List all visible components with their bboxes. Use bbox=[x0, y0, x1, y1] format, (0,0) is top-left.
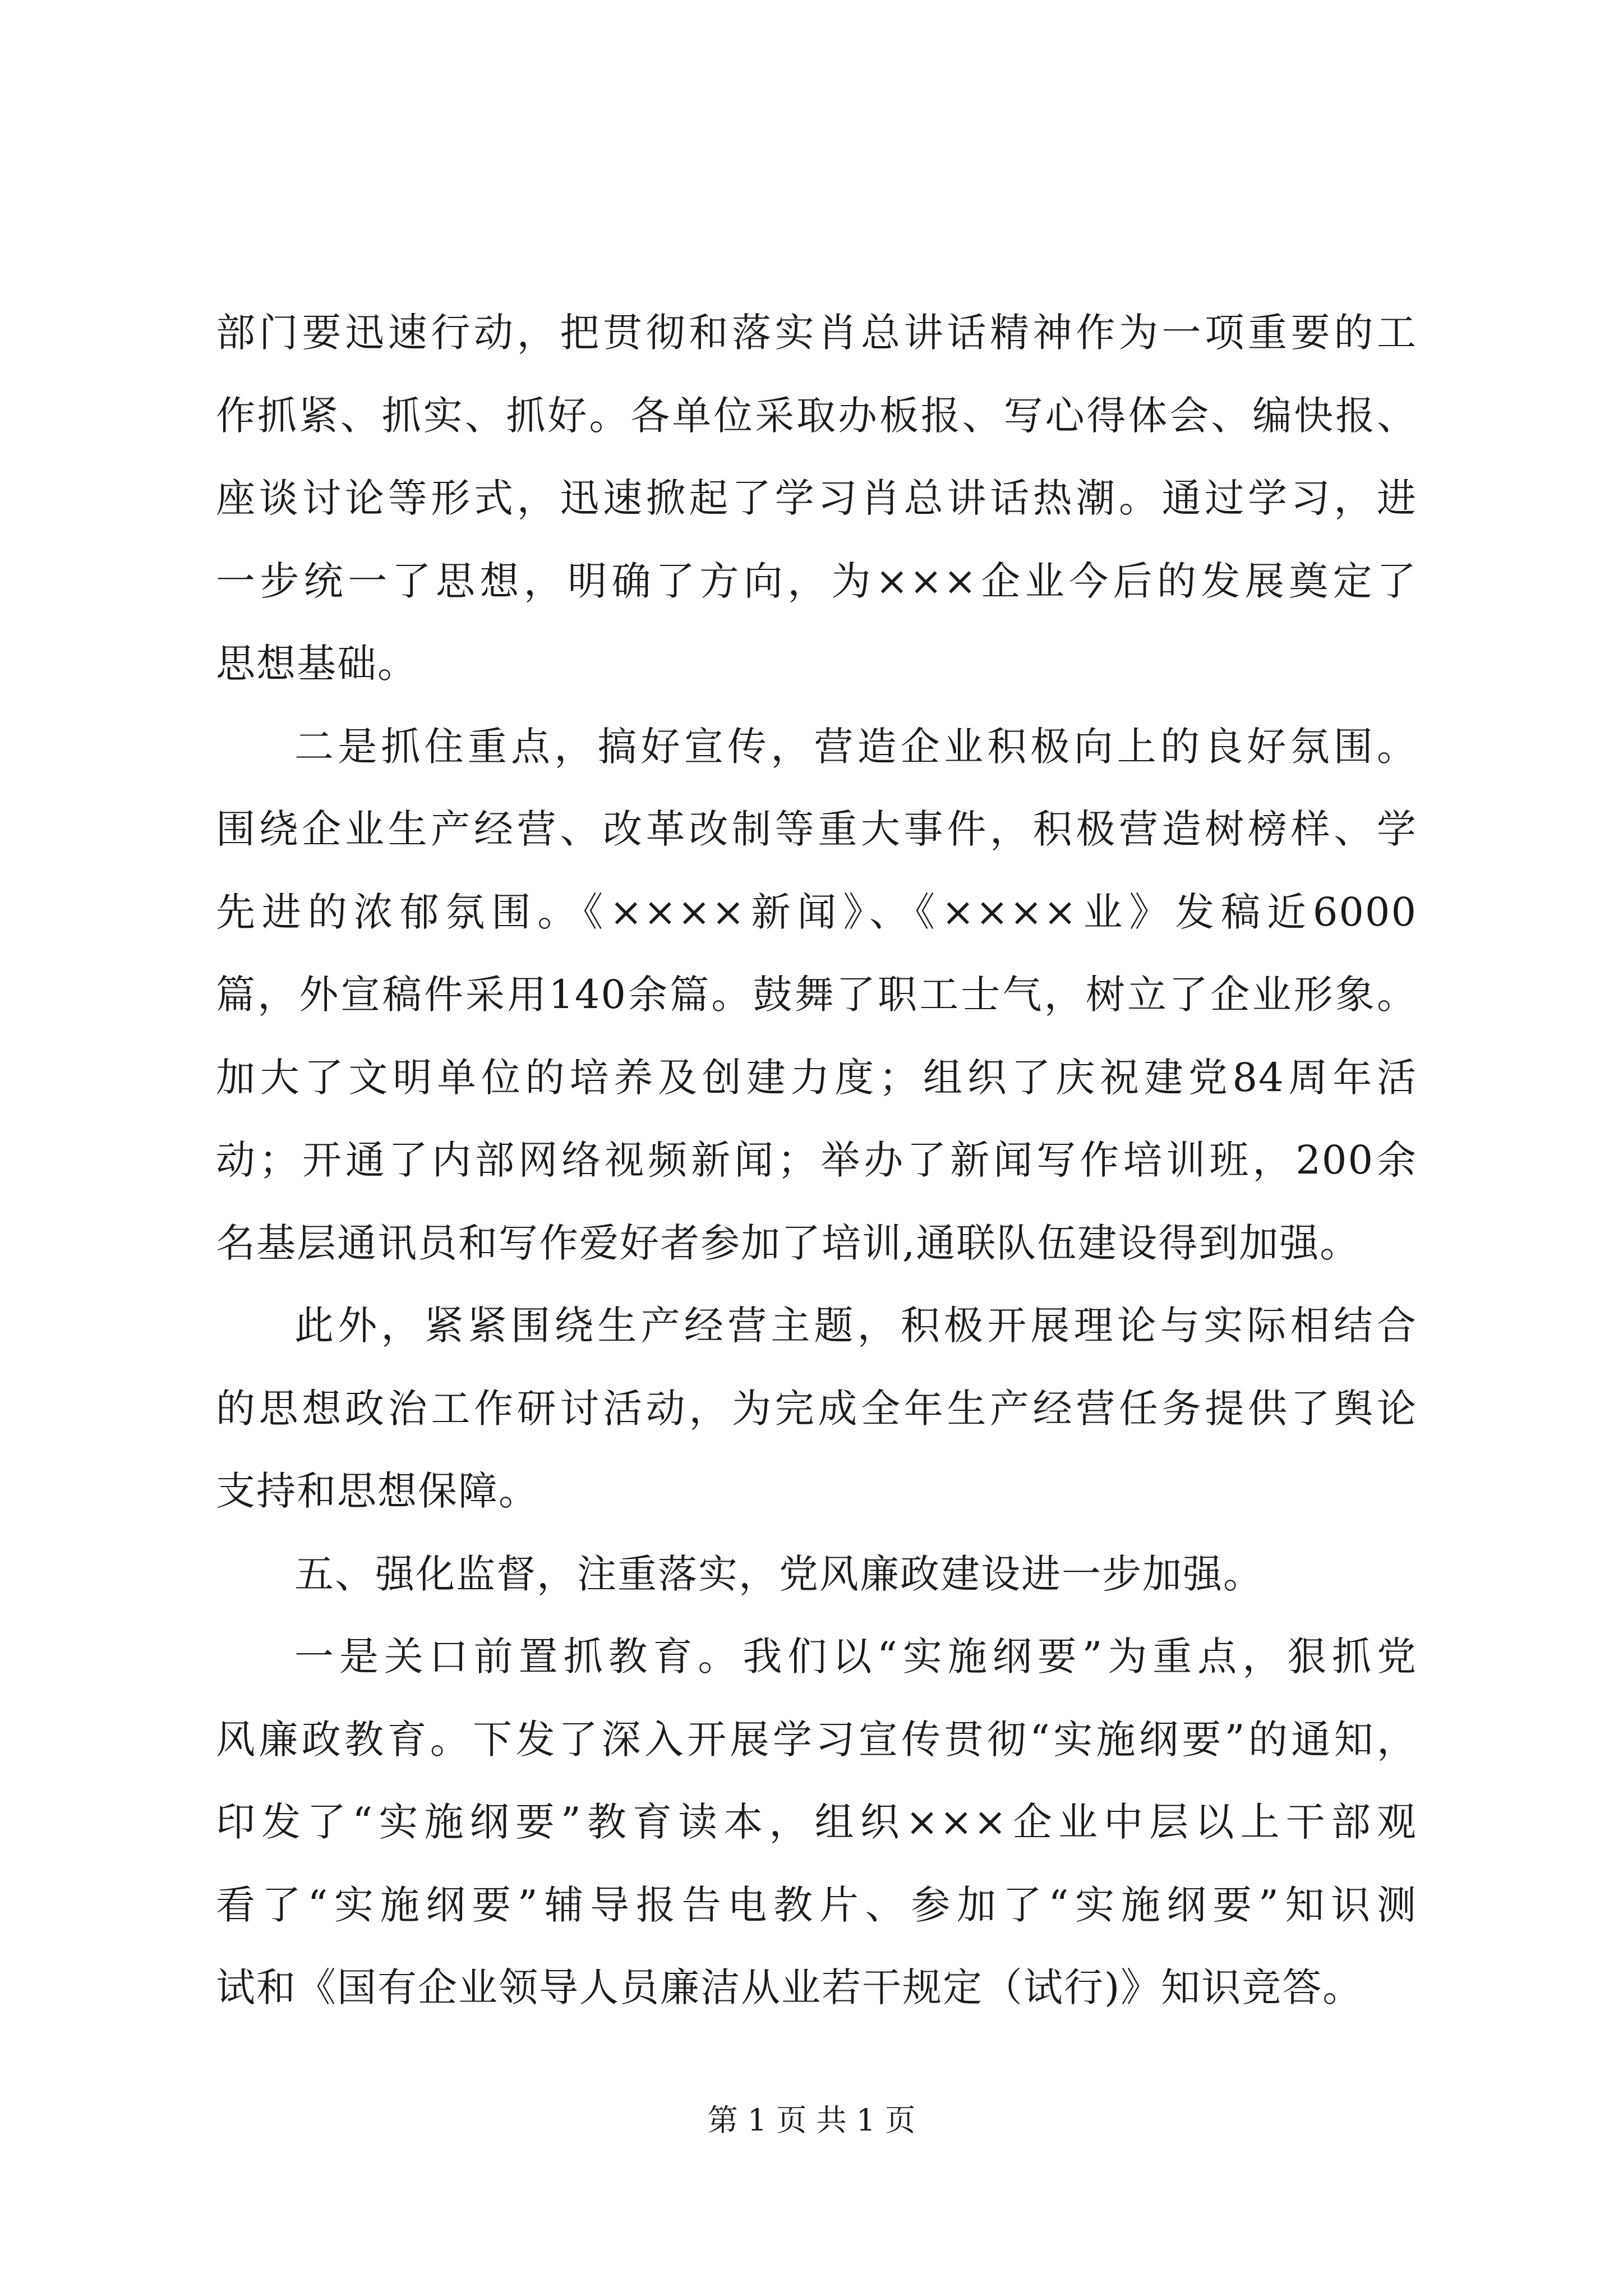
text-line: 部门要迅速行动，把贯彻和落实肖总讲话精神作为一项重要的工 bbox=[216, 310, 1417, 356]
text-line: 一是关口前置抓教育。我们以“实施纲要”为重点，狠抓党 bbox=[294, 1634, 1417, 1680]
text-line: 的思想政治工作研讨活动，为完成全年生产经营任务提供了舆论 bbox=[216, 1385, 1417, 1432]
text-line: 五、强化监督，注重落实，党风廉政建设进一步加强。 bbox=[294, 1550, 1264, 1597]
text-line: 先进的浓郁氛围。《××××新闻》、《××××业》发稿近6000 bbox=[216, 889, 1417, 935]
text-line: 加大了文明单位的培养及创建力度；组织了庆祝建党84周年活 bbox=[216, 1054, 1417, 1101]
text-line: 二是抓住重点，搞好宣传，营造企业积极向上的良好氛围。 bbox=[294, 723, 1417, 770]
page-footer: 第 1 页 共 1 页 bbox=[707, 2102, 916, 2138]
text-line: 围绕企业生产经营、改革改制等重大事件，积极营造树榜样、学 bbox=[216, 806, 1417, 852]
text-line: 篇，外宣稿件采用140余篇。鼓舞了职工士气，树立了企业形象。 bbox=[216, 972, 1417, 1018]
text-line: 思想基础。 bbox=[216, 641, 418, 687]
text-line: 此外，紧紧围绕生产经营主题，积极开展理论与实际相结合 bbox=[294, 1303, 1417, 1349]
document-body bbox=[216, 292, 1417, 2030]
text-line: 名基层通讯员和写作爱好者参加了培训,通联队伍建设得到加强。 bbox=[216, 1220, 1361, 1266]
text-line: 一步统一了思想，明确了方向，为×××企业今后的发展奠定了 bbox=[216, 558, 1417, 604]
text-line: 印发了“实施纲要”教育读本，组织×××企业中层以上干部观 bbox=[216, 1799, 1417, 1845]
text-line: 支持和思想保障。 bbox=[216, 1468, 539, 1514]
text-line: 作抓紧、抓实、抓好。各单位采取办板报、写心得体会、编快报、 bbox=[216, 392, 1417, 439]
text-line: 看了“实施纲要”辅导报告电教片、参加了“实施纲要”知识测 bbox=[216, 1881, 1417, 1928]
text-line: 试和《国有企业领导人员廉洁从业若干规定（试行)》知识竞答。 bbox=[216, 1964, 1363, 2010]
text-line: 动；开通了内部网络视频新闻；举办了新闻写作培训班，200余 bbox=[216, 1137, 1417, 1183]
text-line: 风廉政教育。下发了深入开展学习宣传贯彻“实施纲要”的通知， bbox=[216, 1716, 1417, 1763]
text-line: 座谈讨论等形式，迅速掀起了学习肖总讲话热潮。通过学习，进 bbox=[216, 475, 1417, 521]
